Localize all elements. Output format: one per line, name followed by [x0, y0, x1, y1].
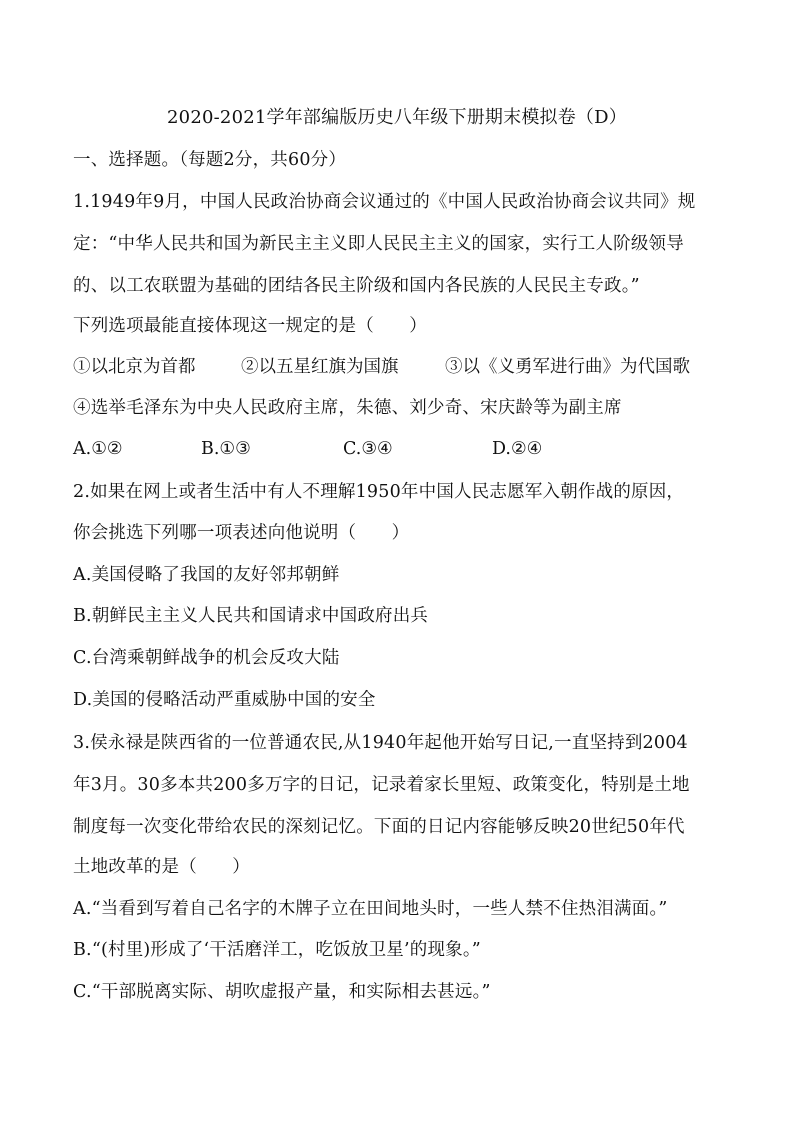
q3-option-b: B.“(村里)形成了‘干活磨洋工，吃饭放卫星’的现象。”: [73, 940, 481, 960]
q1-item-2: ②以五星红旗为国旗: [241, 357, 399, 377]
q1-item-4: ④选举毛泽东为中央人民政府主席，朱德、刘少奇、宋庆龄等为副主席: [73, 398, 622, 418]
q1-line-1: 1.1949年9月，中国人民政治协商会议通过的《中国人民政治协商会议共同》规: [73, 192, 696, 212]
page-title: 2020-2021学年部编版历史八年级下册期末模拟卷（D）: [167, 107, 627, 128]
q3-option-a: A.“当看到写着自己名字的木牌子立在田间地头时，一些人禁不住热泪满面。”: [73, 899, 668, 919]
q2-option-c: C.台湾乘朝鲜战争的机会反攻大陆: [73, 648, 340, 668]
q1-line-3: 的、以工农联盟为基础的团结各民主阶级和国内各民族的人民民主专政。”: [73, 276, 640, 296]
q1-option-c: C.③④: [343, 439, 393, 459]
q1-options-row: [73, 437, 733, 461]
q1-item-3: ③以《义勇军进行曲》为代国歌: [445, 357, 690, 377]
q3-line-3: 制度每一次变化带给农民的深刻记忆。下面的日记内容能够反映20世纪50年代: [73, 817, 685, 837]
q1-items-row: [73, 355, 733, 379]
q1-line-4: 下列选项最能直接体现这一规定的是（ ）: [73, 316, 427, 336]
q3-line-1: 3.侯永禄是陕西省的一位普通农民,从1940年起他开始写日记,一直坚持到2004: [73, 733, 688, 753]
q3-line-4: 土地改革的是（ ）: [73, 857, 250, 877]
q1-option-d: D.②④: [492, 439, 543, 459]
q1-option-a: A.①②: [73, 439, 123, 459]
q1-line-2: 定：“中华人民共和国为新民主主义即人民民主主义的国家，实行工人阶级领导: [73, 234, 684, 254]
q1-option-b: B.①③: [201, 439, 251, 459]
q2-option-a: A.美国侵略了我国的友好邻邦朝鲜: [73, 565, 340, 585]
q2-line-1: 2.如果在网上或者生活中有人不理解1950年中国人民志愿军入朝作战的原因，: [73, 482, 685, 502]
q1-item-1: ①以北京为首都: [73, 357, 196, 377]
q3-option-c: C.“干部脱离实际、胡吹虚报产量，和实际相去甚远。”: [73, 982, 491, 1002]
q2-option-d: D.美国的侵略活动严重威胁中国的安全: [73, 690, 376, 710]
q3-line-2: 年3月。30多本共200多万字的日记，记录着家长里短、政策变化，特别是土地: [73, 775, 690, 795]
section-heading: 一、选择题。（每题2分，共60分）: [73, 150, 347, 170]
q2-line-2: 你会挑选下列哪一项表述向他说明（ ）: [73, 523, 410, 543]
q2-option-b: B.朝鲜民主主义人民共和国请求中国政府出兵: [73, 606, 429, 626]
